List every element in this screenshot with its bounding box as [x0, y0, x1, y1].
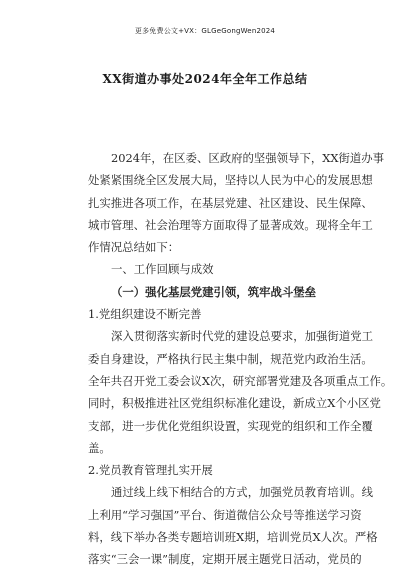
- paragraph-line: 城市管理、社会治理等方面取得了显著成效。现将全年工: [88, 217, 373, 232]
- paragraph-line: 作情况总结如下：: [88, 240, 180, 255]
- paragraph-line: 深入贯彻落实新时代党的建设总要求，加强街道党工: [111, 329, 373, 344]
- subsection-heading: （一）强化基层党建引领，筑牢战斗堡垒: [111, 284, 317, 299]
- paragraph-line: 落实“三会一课”制度，定期开展主题党日活动，党员的: [88, 552, 362, 567]
- paragraph-line: 通过线上线下相结合的方式，加强党员教育培训。线: [111, 485, 373, 500]
- item-heading: 1.党组织建设不断完善: [88, 307, 202, 322]
- header-banner: 更多免费公文+VX：GLGeGongWen2024: [134, 27, 276, 35]
- section-heading: 一、工作回顾与成效: [111, 262, 214, 277]
- item-heading: 2.党员教育管理扎实开展: [88, 463, 213, 478]
- paragraph-line: 处紧紧围绕全区发展大局，坚持以人民为中心的发展思想: [88, 173, 373, 188]
- document-body: [88, 147, 393, 571]
- paragraph-line: 扎实推进各项工作，在基层党建、社区建设、民生保障、: [88, 195, 373, 210]
- paragraph-line: 盖。: [88, 440, 111, 455]
- paragraph-line: 同时，积极推进社区党组织标准化建设，新成立X个小区党: [88, 396, 381, 411]
- paragraph-line: 料，线下举办各类专题培训班X期，培训党员X人次。严格: [88, 530, 378, 545]
- paragraph-line: 2024年，在区委、区政府的坚强领导下，XX街道办事: [111, 151, 385, 165]
- paragraph-line: 上利用“学习强国”平台、街道微信公众号等推送学习资: [88, 507, 362, 522]
- page-title: XX街道办事处2024年全年工作总结: [102, 72, 308, 86]
- paragraph-line: 全年共召开党工委会议X次，研究部署党建及各项重点工作。: [88, 373, 393, 388]
- paragraph-line: 委自身建设，严格执行民主集中制，规范党内政治生活。: [88, 351, 373, 366]
- paragraph-line: 支部，进一步优化党组织设置，实现党的组织和工作全覆: [88, 418, 373, 433]
